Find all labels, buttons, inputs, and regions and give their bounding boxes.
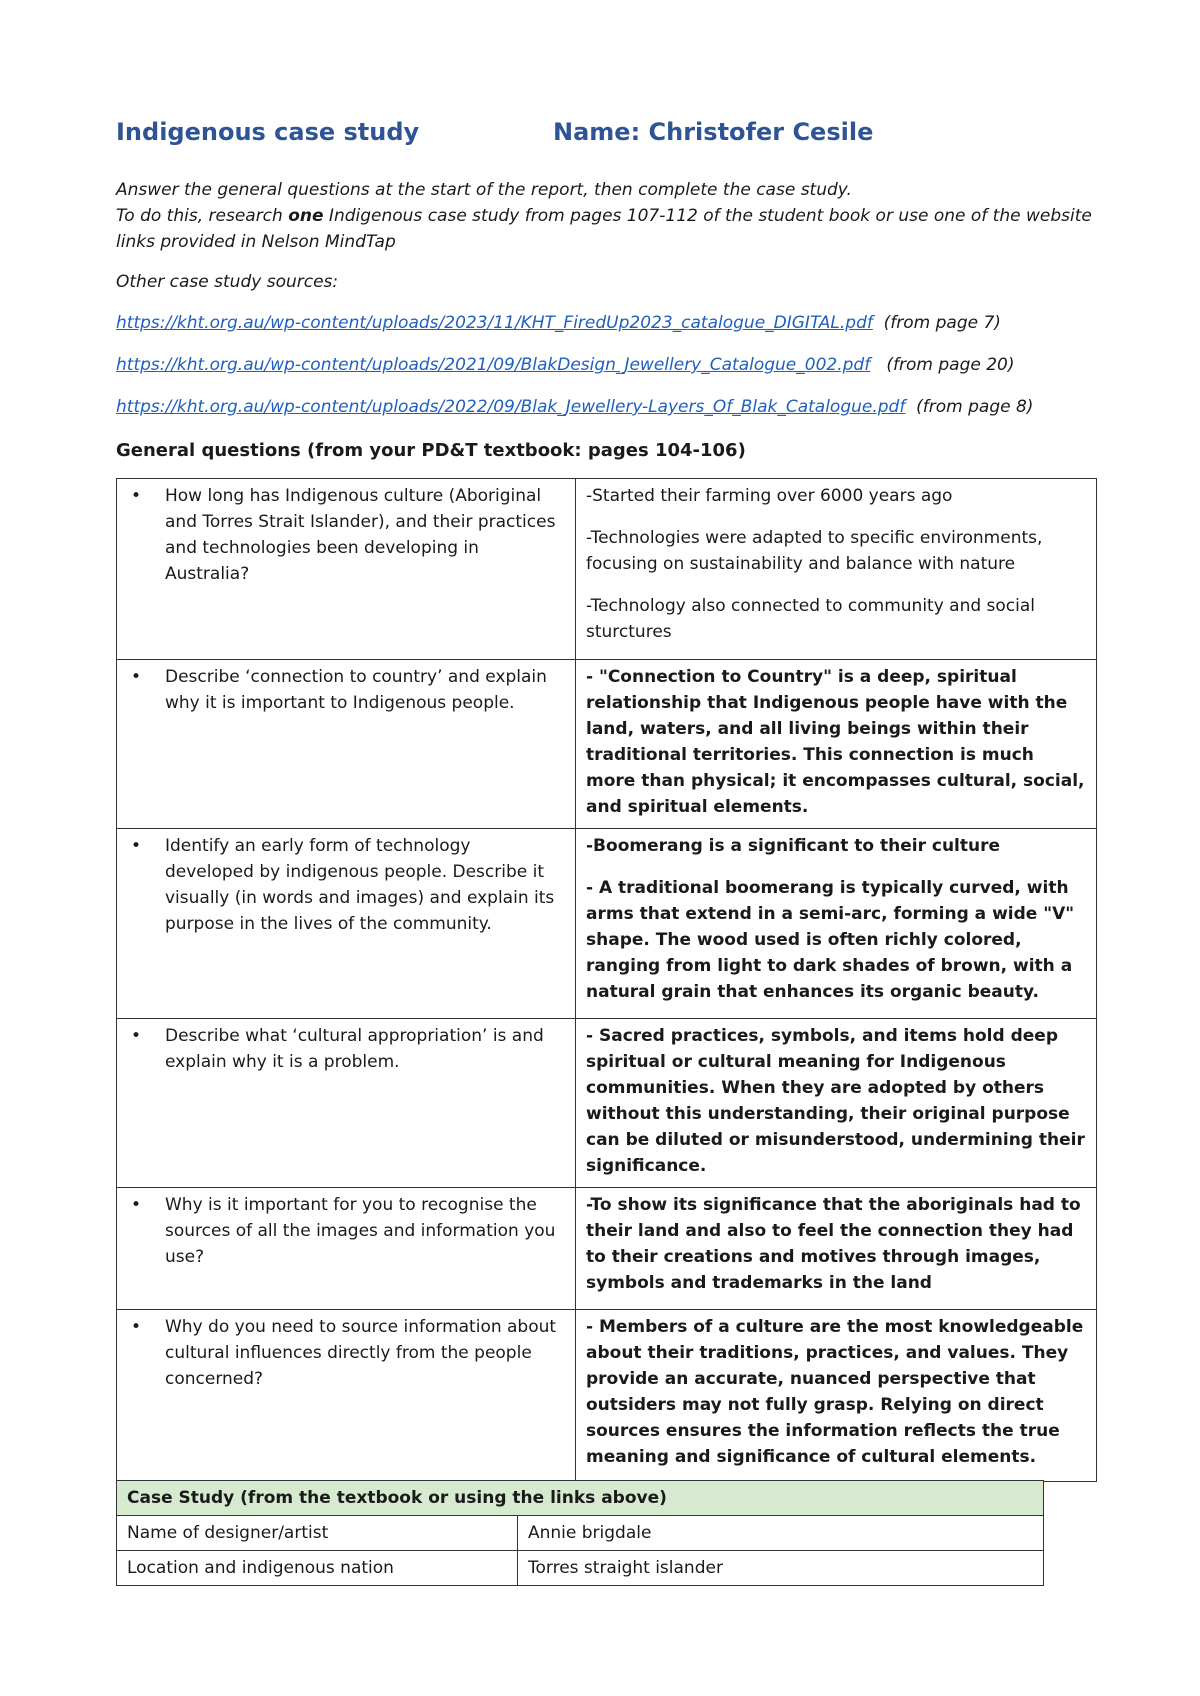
table-row: [117, 660, 1097, 829]
field-value: Annie brigdale: [518, 1516, 1044, 1551]
answer-cell: - Sacred practices, symbols, and items hold deep spiritual or cultural meaning for Indigenous communities. When they are adopted by others without this understanding, their original purpose can be diluted or misunderstood, undermining their significance.: [576, 1019, 1097, 1188]
emphasis-one: one: [288, 206, 324, 226]
question-cell: • Why is it important for you to recognise the sources of all the images and information you use?: [117, 1188, 576, 1310]
instruction-line-2: To do this, research one Indigenous case study from pages 107-112 of the student book or use one of the website links provided in Nelson MindTap: [116, 206, 1092, 252]
source-link[interactable]: https://kht.org.au/wp-content/uploads/2023/11/KHT_FiredUp2023_catalogue_DIGITAL.pdf: [116, 313, 873, 333]
question-cell: • Identify an early form of technology developed by indigenous people. Describe it visually (in words and images) and explain its purpose in the lives of the community.: [117, 829, 576, 1019]
question-cell: • How long has Indigenous culture (Aboriginal and Torres Strait Islander), and their practices and technologies been developing in Australia?: [117, 479, 576, 660]
field-label: Name of designer/artist: [117, 1516, 518, 1551]
table-header-row: [117, 1481, 1044, 1516]
case-study-table: [116, 1480, 1044, 1586]
student-name: Name: Christofer Cesile: [553, 118, 874, 146]
answer-cell: - "Connection to Country" is a deep, spiritual relationship that Indigenous people have with the land, waters, and all living beings within their traditional territories. This connection is much more than physical; it encompasses cultural, social, and spiritual elements.: [576, 660, 1097, 829]
answer-cell: -Started their farming over 6000 years ago -Technologies were adapted to specific environments, focusing on sustainability and balance with nature -Technology also connected to community and social sturctures: [576, 479, 1097, 660]
answer-cell: -Boomerang is a significant to their culture - A traditional boomerang is typically curved, with arms that extend in a semi-arc, forming a wide "V" shape. The wood used is often richly colored, ranging from light to dark shades of brown, with a natural grain that enhances its organic beauty.: [576, 829, 1097, 1019]
bullet-icon: •: [131, 1026, 142, 1046]
table-row: [117, 479, 1097, 660]
source-link-row: [116, 397, 1033, 417]
bullet-icon: •: [131, 486, 142, 506]
source-link-row: [116, 313, 1001, 333]
instruction-line-1: Answer the general questions at the start of the report, then complete the case study.: [116, 180, 852, 200]
bullet-icon: •: [131, 1195, 142, 1215]
general-questions-heading: General questions (from your PD&T textbook: pages 104-106): [116, 440, 746, 461]
table-row: [117, 1188, 1097, 1310]
question-cell: • Describe what ‘cultural appropriation’ is and explain why it is a problem.: [117, 1019, 576, 1188]
table-row: [117, 1551, 1044, 1586]
bullet-icon: •: [131, 1317, 142, 1337]
answer-cell: -To show its significance that the aboriginals had to their land and also to feel the connection they had to their creations and motives through images, symbols and trademarks in the land: [576, 1188, 1097, 1310]
bullet-icon: •: [131, 667, 142, 687]
source-note: (from page 20): [886, 355, 1015, 375]
source-note: (from page 7): [883, 313, 1001, 333]
table-row: [117, 829, 1097, 1019]
question-cell: • Describe ‘connection to country’ and explain why it is important to Indigenous people.: [117, 660, 576, 829]
bullet-icon: •: [131, 836, 142, 856]
source-link[interactable]: https://kht.org.au/wp-content/uploads/2022/09/Blak_Jewellery-Layers_Of_Blak_Catalogue.pdf: [116, 397, 906, 417]
general-questions-table: [116, 478, 1097, 1482]
source-note: (from page 8): [916, 397, 1034, 417]
case-study-heading: Case Study (from the textbook or using the links above): [117, 1481, 1044, 1516]
source-link[interactable]: https://kht.org.au/wp-content/uploads/2021/09/BlakDesign_Jewellery_Catalogue_002.pdf: [116, 355, 871, 375]
table-row: [117, 1310, 1097, 1482]
table-row: [117, 1019, 1097, 1188]
question-cell: • Why do you need to source information about cultural influences directly from the people concerned?: [117, 1310, 576, 1482]
instructions: [116, 177, 1096, 255]
page-title: Indigenous case study: [116, 118, 420, 146]
title-row: [116, 118, 1096, 152]
table-row: [117, 1516, 1044, 1551]
sources-label: Other case study sources:: [116, 272, 339, 292]
field-value: Torres straight islander: [518, 1551, 1044, 1586]
source-link-row: [116, 355, 1015, 375]
field-label: Location and indigenous nation: [117, 1551, 518, 1586]
answer-cell: - Members of a culture are the most knowledgeable about their traditions, practices, and values. They provide an accurate, nuanced perspective that outsiders may not fully grasp. Relying on direct sources ensures the information reflects the true meaning and significance of cultural elements.: [576, 1310, 1097, 1482]
